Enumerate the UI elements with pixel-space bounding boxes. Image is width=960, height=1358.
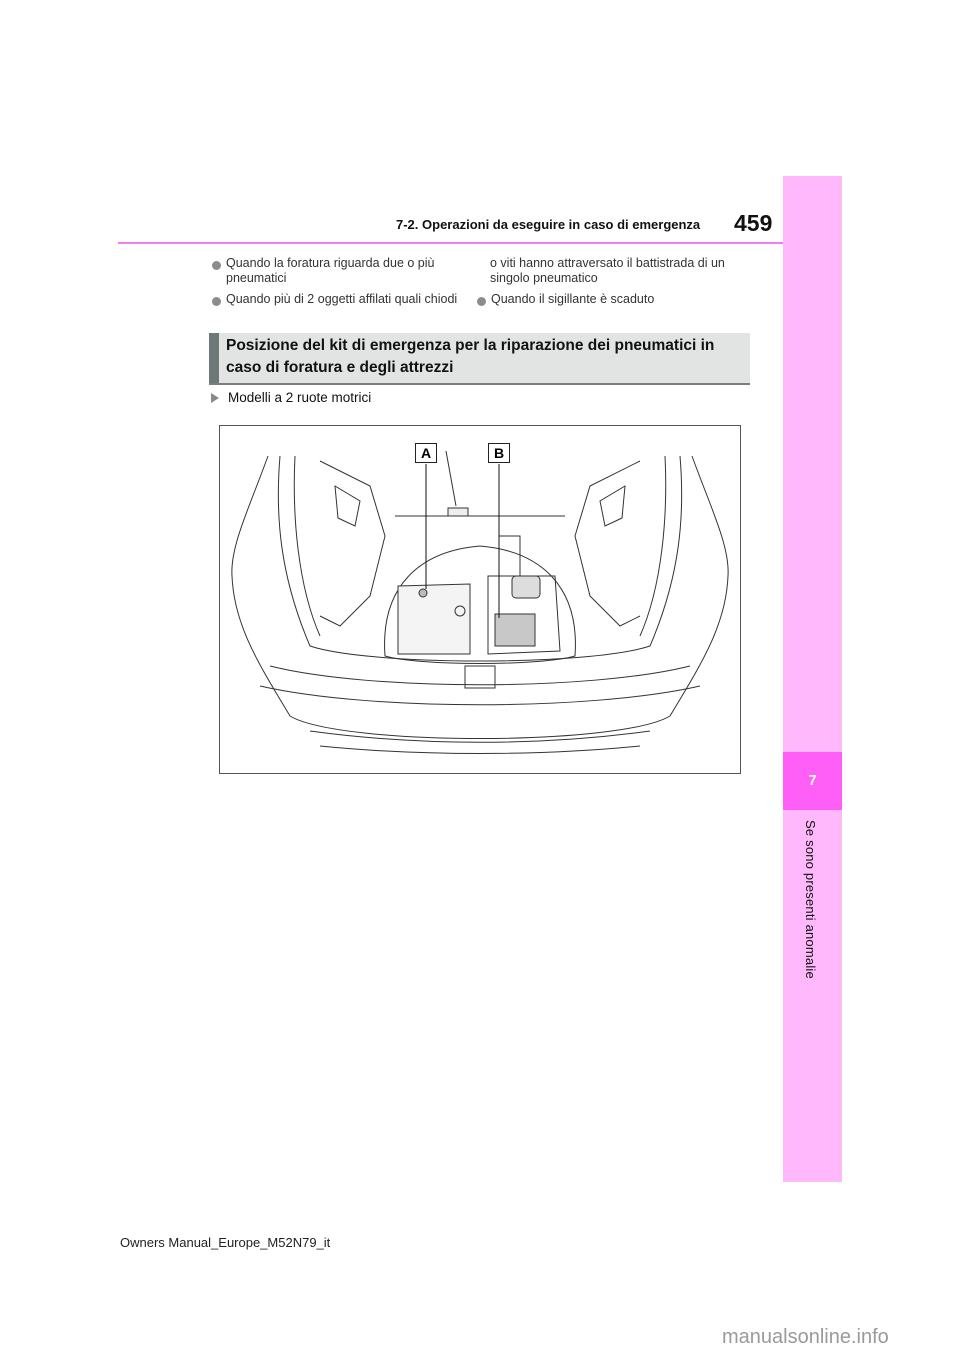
bullet-item: Quando più di 2 oggetti affilati quali chiodi: [226, 292, 458, 306]
bullet-icon: [212, 261, 221, 270]
chapter-side-tab: [783, 176, 842, 1182]
bullet-item: Quando il sigillante è scaduto: [491, 292, 655, 306]
trunk-drawing: [220, 426, 740, 773]
bullet-line: singolo pneumatico: [490, 271, 598, 285]
heading-accent-bar: [209, 333, 219, 383]
page-number: 459: [734, 210, 773, 236]
bullet-line: pneumatici: [226, 271, 287, 285]
bullet-item-continuation: [490, 256, 725, 286]
trunk-illustration: [219, 425, 741, 774]
bullet-icon: [212, 297, 221, 306]
heading-line: Posizione del kit di emergenza per la riparazione dei pneumatici in: [226, 337, 715, 354]
callout-b: B: [488, 443, 510, 463]
callout-a: A: [415, 443, 437, 463]
heading-line: caso di foratura e degli attrezzi: [226, 359, 454, 376]
bullet-item: [226, 256, 434, 286]
bullet-line: o viti hanno attraversato il battistrada di un: [490, 256, 725, 270]
section-heading: [209, 333, 750, 385]
document-id: Owners Manual_Europe_M52N79_it: [120, 1235, 331, 1250]
section-title: 7-2. Operazioni da eseguire in caso di emergenza: [396, 217, 701, 232]
triangle-bullet-icon: [211, 393, 219, 403]
bullet-icon: [477, 297, 486, 306]
chapter-title: Se sono presenti anomalie: [803, 820, 818, 979]
bullet-line: Quando la foratura riguarda due o più: [226, 256, 435, 270]
chapter-number-badge: 7: [783, 752, 842, 810]
section-heading-text: [226, 335, 746, 379]
header-divider: [118, 242, 783, 244]
model-subheading: Modelli a 2 ruote motrici: [228, 390, 372, 405]
watermark: manualsonline.info: [722, 1326, 889, 1348]
